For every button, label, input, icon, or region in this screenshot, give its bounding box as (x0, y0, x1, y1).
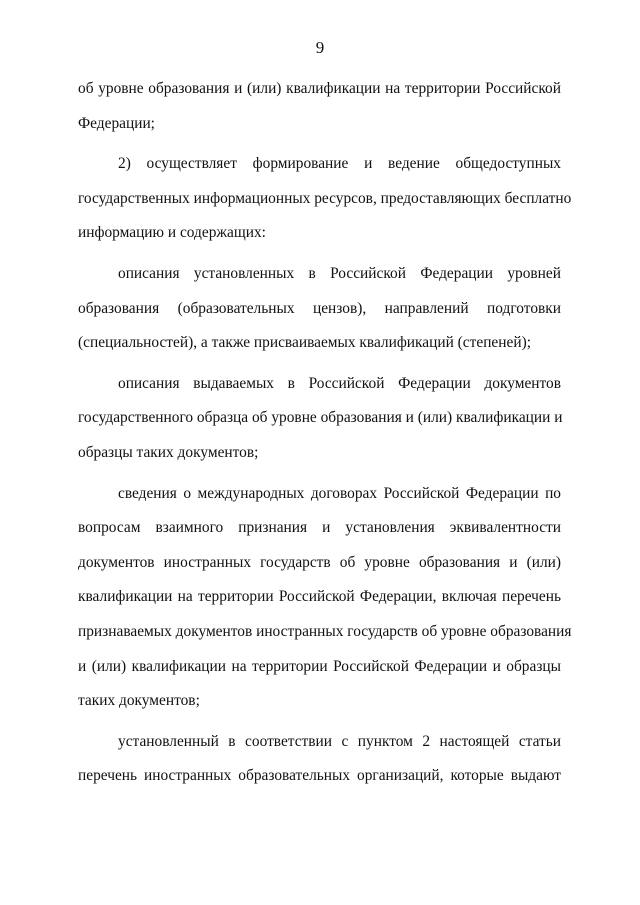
text-line: об уровне образования и (или) квалификации на территории Российской (78, 80, 561, 97)
text-line: описания выдаваемых в Российской Федерации документов (118, 374, 561, 392)
text-line: государственного образца об уровне образования и (или) квалификации и (78, 409, 563, 427)
text-line: 2) осуществляет формирование и ведение общедоступных (118, 155, 561, 173)
text-line: описания установленных в Российской Федерации уровней (118, 264, 561, 282)
text-line: установленный в соответствии с пунктом 2 настоящей статьи (118, 732, 561, 750)
document-body (78, 72, 572, 794)
text-line: Федерации; (78, 114, 155, 132)
text-line: таких документов; (78, 692, 200, 710)
text-line: и (или) квалификации на территории Российской Федерации и образцы (78, 657, 561, 675)
text-line: вопросам взаимного признания и установления эквивалентности (78, 519, 561, 537)
text-line: информацию и содержащих: (78, 224, 266, 242)
text-line: квалификации на территории Российской Федерации, включая перечень (78, 588, 561, 606)
text-line: признаваемых документов иностранных государств об уровне образования (78, 622, 572, 640)
text-line: документов иностранных государств об уровне образования и (или) (78, 553, 561, 571)
text-line: образования (образовательных цензов), направлений подготовки (78, 299, 561, 317)
page-number: 9 (315, 38, 325, 57)
text-line: государственных информационных ресурсов, предоставляющих бесплатно (78, 189, 572, 207)
text-line: перечень иностранных образовательных организаций, которые выдают (78, 767, 561, 785)
text-line: (специальностей), а также присваиваемых квалификаций (степеней); (78, 334, 531, 352)
text-line: сведения о международных договорах Российской Федерации по (118, 484, 561, 502)
text-line: образцы таких документов; (78, 443, 259, 461)
